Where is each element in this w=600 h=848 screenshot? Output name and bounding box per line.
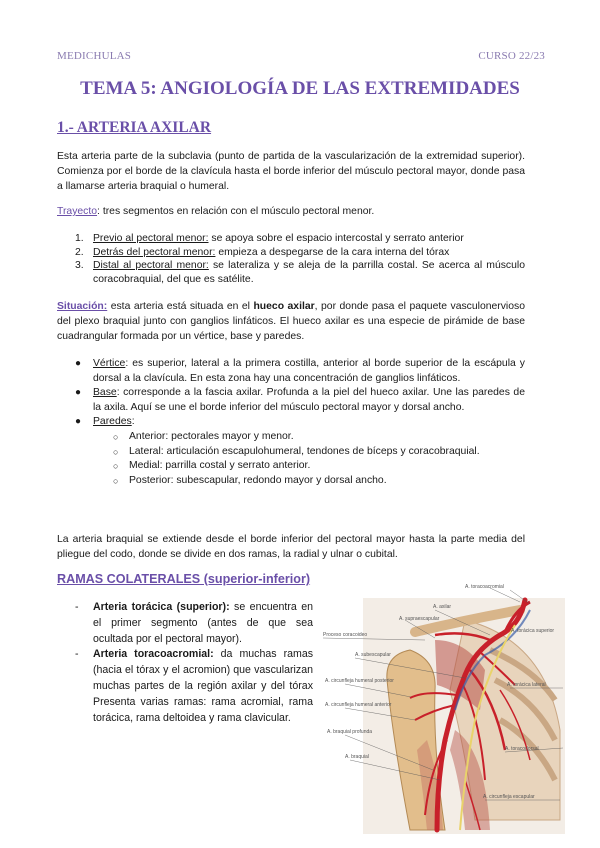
step-label: Distal al pectoral menor: (93, 260, 209, 272)
rama-label: Arteria torácica (superior): (93, 601, 230, 613)
situacion-post: , por donde pasa el paquete vasculonervioso del plexo braquial junto con ganglios linfáticos. El hueco axilar es una especie de pirámide de base cuadrangular formada por un vértice, base y paredes. (57, 301, 525, 343)
figure-label: A. toracoacromial (465, 584, 504, 590)
circle-bullet-icon: ○ (113, 461, 119, 472)
figure-label: A. toracodorsal (505, 746, 539, 752)
list-item (75, 259, 525, 286)
step-number: 2. (75, 246, 84, 258)
list-item (75, 357, 525, 386)
paredes-list (113, 430, 525, 488)
trayecto-paragraph (57, 204, 525, 219)
situacion-pre: esta arteria está situada en el (107, 301, 254, 312)
rama-text: da muchas ramas (hacia el tórax y el acromion) que vascularizan muchas partes de la región axilar y del tórax Presenta varias ramas: rama acromial, rama torácica, rama deltoidea y rama clavicular. (93, 648, 314, 724)
list-item (113, 445, 525, 460)
ramas-list (75, 600, 313, 726)
figure-label: A. circunfleja escapular (483, 794, 535, 800)
step-number: 1. (75, 233, 84, 244)
list-item (75, 246, 525, 260)
list-item (75, 232, 525, 246)
figure-label: A. braquial (345, 754, 369, 760)
list-item (113, 430, 525, 445)
figure-label: A. torácica lateral (507, 682, 546, 688)
step-label: Previo al pectoral menor: (93, 233, 209, 244)
bullet-label: Paredes (93, 416, 132, 428)
figure-label: A. supraescapular (399, 616, 440, 622)
list-item (75, 386, 525, 415)
bullet-label: Base (93, 387, 117, 399)
step-text: se apoya sobre el espacio intercostal y serrato anterior (208, 233, 464, 244)
figure-label: A. circunfleja humeral anterior (325, 702, 392, 708)
header-right: CURSO 22/23 (478, 50, 545, 62)
trayecto-label: Trayecto (57, 206, 98, 217)
intro-paragraph: Esta arteria parte de la subclavia (punto de partida de la vascularización de la extremidad superior). Comienza por el borde de la clavícula hasta el borde inferior del músculo pectoral mayor, donde pasa a llamarse arteria braquial o humeral. (57, 151, 525, 193)
bullet-icon: ● (75, 358, 82, 369)
anatomy-figure (315, 580, 565, 838)
figure-label: A. braquial profunda (327, 729, 373, 735)
pared-text: Medial: parrilla costal y serrato anterior. (129, 460, 311, 472)
trayecto-steps (75, 232, 525, 286)
figure-label: A. axilar (433, 604, 452, 610)
situacion-paragraph (57, 299, 525, 345)
bullet-icon: ● (75, 387, 82, 399)
dash-bullet-icon: - (75, 601, 79, 613)
list-item (75, 415, 525, 488)
bullet-text: : es superior, lateral a la primera costilla, anterior al borde superior de la escápula y dorsal a la clavícula. En esta zona hay una concentración de ganglios linfáticos. (93, 358, 525, 384)
situacion-label: Situación: (57, 301, 108, 312)
trayecto-text: : tres segmentos en relación con el músculo pectoral menor. (97, 206, 375, 217)
axila-bullets (75, 357, 525, 488)
section-heading: 1.- ARTERIA AXILAR (57, 119, 212, 136)
step-label: Detrás del pectoral menor: (93, 246, 216, 258)
bullet-text: : (131, 416, 135, 428)
circle-bullet-icon: ○ (113, 431, 119, 442)
situacion-bold: hueco axilar (253, 301, 315, 312)
pared-text: Posterior: subescapular, redondo mayor y dorsal ancho. (129, 474, 387, 486)
rama-text: se encuentra en el primer segmento (antes de que sea ocultada por el pectoral mayor). (93, 601, 314, 645)
figure-label: A. subescapular (355, 652, 391, 658)
pared-text: Anterior: pectorales mayor y menor. (129, 430, 294, 442)
bullet-label: Vértice (93, 358, 126, 369)
step-text: se lateraliza y se aleja de la parrilla costal. Se acerca al músculo coracobraquial, del que es satélite. (93, 260, 525, 285)
bullet-icon: ● (75, 416, 82, 428)
step-text: empieza a despegarse de la cara interna del tórax (215, 246, 450, 258)
dash-bullet-icon: - (75, 648, 79, 661)
figure-label: A. torácica superior (511, 628, 555, 634)
ramas-heading: RAMAS COLATERALES (superior-inferior) (57, 572, 311, 586)
list-item (113, 474, 525, 489)
pared-text: Lateral: articulación escapulohumeral, tendones de bíceps y coracobraquial. (129, 445, 480, 457)
figure-label: A. circunfleja humeral posterior (325, 678, 394, 684)
rama-label: Arteria toracoacromial: (93, 648, 214, 661)
step-number: 3. (75, 260, 84, 272)
list-item (75, 600, 313, 647)
list-item (75, 647, 313, 726)
bullet-text: : corresponde a la fascia axilar. Profunda a la piel del hueco axilar. Une las paredes de la axila. Aquí se une el borde inferior del músculo pectoral mayor y dorsal ancho. (93, 387, 525, 413)
axillary-artery-illustration (315, 580, 565, 838)
header-left: MEDICHULAS (57, 50, 132, 62)
page-title: TEMA 5: ANGIOLOGÍA DE LAS EXTREMIDADES (80, 78, 520, 99)
circle-bullet-icon: ○ (113, 475, 119, 486)
circle-bullet-icon: ○ (113, 446, 119, 457)
figure-label: Proceso coracoideo (323, 632, 368, 638)
braquial-paragraph: La arteria braquial se extiende desde el borde inferior del pectoral mayor hasta la parte media del pliegue del codo, donde se divide en dos ramas, la radial y ulnar o cubital. (57, 534, 525, 561)
list-item (113, 459, 525, 474)
